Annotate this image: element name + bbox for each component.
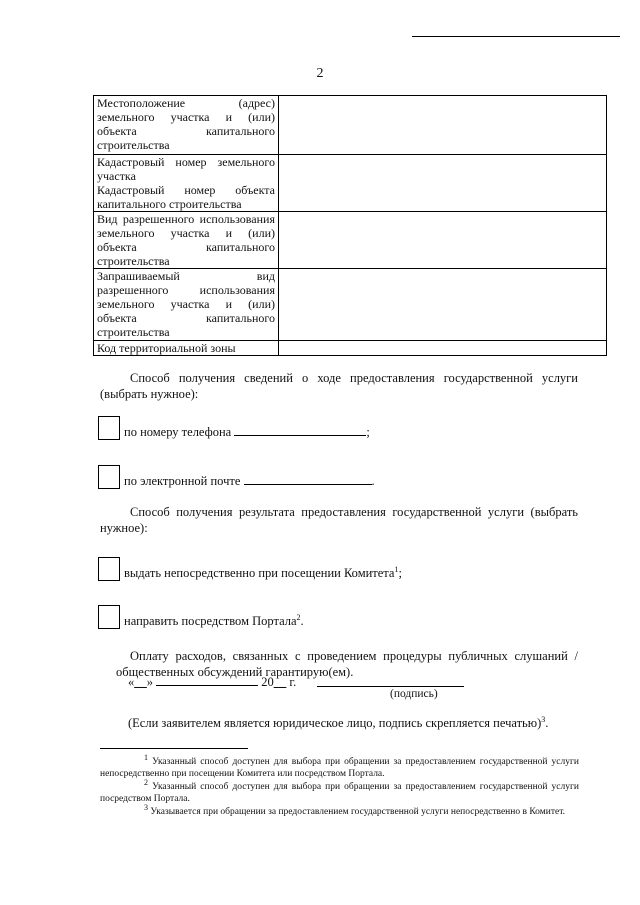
email-input[interactable] (244, 473, 372, 485)
phone-option-label: по номеру телефона (124, 425, 232, 439)
table-label-location: Местоположение (адрес) земельного участка и (или) объекта капитального строительства (94, 96, 279, 155)
visit-option-label: выдать непосредственно при посещении Комитета (124, 566, 395, 580)
payment-guarantee: Оплату расходов, связанных с проведением процедуры публичных слушаний / общественных обсуждений гарантирую(ем). (116, 649, 578, 679)
table-row (94, 212, 607, 269)
year-suffix: г. (286, 675, 297, 689)
cadastral-land-label: Кадастровый номер земельного участка (97, 155, 275, 183)
footnote-3-text: Указывается при обращении за предоставлением государственной услуги непосредственно в Комитет. (150, 807, 566, 817)
footnote-1-text: Указанный способ доступен для выбора при обращении за предоставлением государственной услуги непосредственно при посещении Комитета или посредством Портала. (100, 757, 579, 779)
footnote-rule (100, 748, 248, 749)
portal-footnote-mark: 2 (296, 612, 301, 622)
signature-line[interactable] (317, 686, 464, 687)
table-row (94, 155, 607, 212)
portal-option-label: направить посредством Портала (124, 614, 297, 628)
date-line (128, 674, 296, 690)
phone-input[interactable] (234, 424, 366, 436)
footnote-1 (100, 752, 579, 780)
visit-footnote-mark: 1 (394, 564, 399, 574)
table-label-requested-use: Запрашиваемый вид разрешенного использования земельного участка и (или) объекта капитального строительства (94, 269, 279, 341)
visit-checkbox[interactable] (98, 557, 120, 581)
date-day[interactable]: __ (134, 675, 147, 689)
date-close-quote: » (146, 675, 153, 689)
year-input[interactable]: __ (273, 675, 287, 689)
table-row (94, 341, 607, 356)
table-row (94, 96, 607, 155)
table-label-cadastral (94, 155, 279, 212)
table-value-location[interactable] (279, 96, 607, 155)
table-row (94, 269, 607, 341)
table-value-zone-code[interactable] (279, 341, 607, 356)
visit-option-suffix: ; (398, 566, 402, 580)
table-value-requested-use[interactable] (279, 269, 607, 341)
footnote-3 (100, 802, 579, 818)
email-checkbox[interactable] (98, 465, 120, 489)
table-label-permitted-use: Вид разрешенного использования земельного участка и (или) объекта капитального строительства (94, 212, 279, 269)
seal-note-text: (Если заявителем является юридическое лицо, подпись скрепляется печатью) (128, 716, 542, 730)
table-value-cadastral[interactable] (279, 155, 607, 212)
seal-note-suffix: . (545, 716, 549, 730)
seal-note (128, 716, 548, 731)
email-option-label: по электронной почте (124, 474, 241, 488)
footnote-1-mark: 1 (144, 752, 148, 762)
email-option-suffix: . (371, 474, 375, 488)
footnote-2 (100, 777, 579, 805)
table-value-permitted-use[interactable] (279, 212, 607, 269)
footnote-2-text: Указанный способ доступен для выбора при обращении за предоставлением государственной услуги посредством Портала. (100, 782, 579, 804)
phone-checkbox[interactable] (98, 416, 120, 440)
phone-option-suffix: ; (366, 425, 370, 439)
portal-option (124, 614, 304, 629)
signature-caption: (подпись) (390, 688, 438, 700)
page-number: 2 (316, 66, 324, 81)
table-label-zone-code: Код территориальной зоны (94, 341, 279, 356)
visit-option (124, 566, 402, 581)
date-month[interactable] (156, 674, 258, 686)
object-info-table (93, 95, 607, 356)
portal-option-suffix: . (300, 614, 304, 628)
info-method-heading: Способ получения сведений о ходе предоставления государственной услуги (выбрать нужное): (100, 371, 578, 401)
result-method-heading: Способ получения результата предоставления государственной услуги (выбрать нужное): (100, 505, 578, 535)
footnote-3-mark: 3 (144, 802, 148, 812)
header-rule (412, 36, 620, 37)
year-prefix: 20 (261, 675, 274, 689)
portal-checkbox[interactable] (98, 605, 120, 629)
seal-footnote-mark: 3 (541, 714, 546, 724)
date-open-quote: « (128, 675, 135, 689)
footnote-2-mark: 2 (144, 777, 148, 787)
cadastral-object-label: Кадастровый номер объекта капитального строительства (97, 183, 275, 211)
phone-option (124, 424, 370, 440)
email-option (124, 473, 375, 489)
